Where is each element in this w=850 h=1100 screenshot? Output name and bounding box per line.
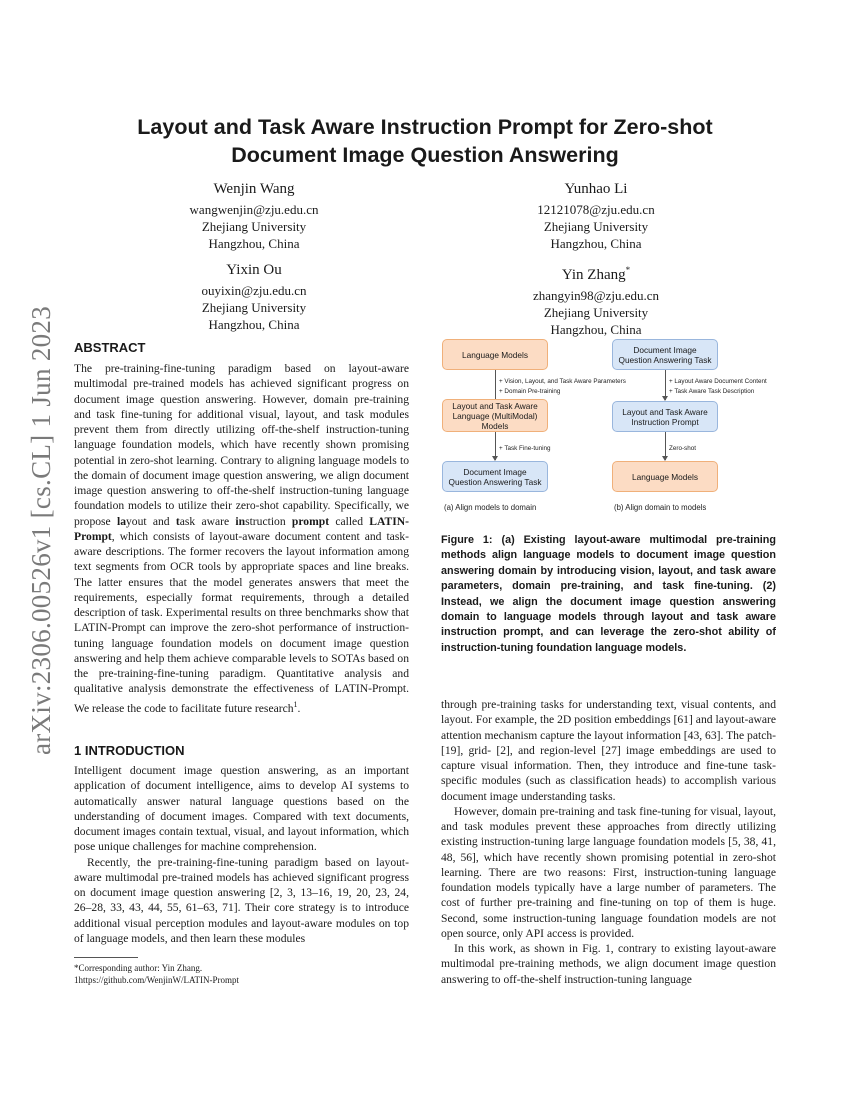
fig-a-language-models-box: Language Models	[442, 339, 548, 370]
fig-b-subcaption: (b) Align domain to models	[614, 503, 707, 512]
author-email: 12121078@zju.edu.cn	[537, 202, 655, 217]
author-block-2	[481, 180, 711, 252]
fig-a-label-2: + Task Fine-tuning	[499, 445, 551, 452]
abstract-segment: ask aware	[179, 514, 236, 528]
abstract-segment: , which consists of layout-aware document content and task-aware descriptions. The former recovers the layout information among text segments from OCR tools by appropriate spaces and line breaks. The latter ensures that the model generates answers that meet the requirements, especially format requirements, through a detailed description of task. Experimental results on three benchmarks show that LATIN-Prompt can improve the zero-shot performance of instruction-tuning language foundation models on document image question answering and help them achieve comparable levels to SOTAs based on the pre-training-fine-tuning paradigm. Quantitative analysis and qualitative analysis demonstrate the effectiveness of LATIN-Prompt. We release the code to facilitate future research	[74, 529, 409, 715]
author-name: Yunhao Li	[564, 181, 628, 197]
abstract-segment: struction	[245, 514, 292, 528]
footnote-corresponding: *Corresponding author: Yin Zhang.	[74, 963, 203, 973]
fig-a-label-1a: + Vision, Layout, and Task Aware Parameters	[499, 378, 626, 385]
footnote-code-link[interactable]: 1https://github.com/WenjinW/LATIN-Prompt	[74, 975, 240, 985]
abstract-bold: la	[116, 514, 126, 528]
intro-paragraph-1: Intelligent document image question answering, as an important application of document intelligence, aims to develop AI systems to automatically answer natural language questions based on the understanding of document images. Compared with text documents, document images contain textual, visual, and layout information, which pose unique challenges for machine comprehension.	[74, 764, 409, 854]
arxiv-sidebar	[22, 300, 62, 760]
intro-paragraph-3: through pre-training tasks for understanding text, visual contents, and layout. For example, the 2D position embeddings [61] and layout-aware attention mechanism capture the layout information [43, 63]. The patch- [19], grid- [2], and region-level [27] image embeddings are used to capture visual information. Then, they introduce and fine-tune task-specific modules (such as classification heads) to accomplish various document image understanding tasks.	[441, 698, 776, 803]
intro-paragraph-5: In this work, as shown in Fig. 1, contrary to existing layout-aware multimodal pre-training methods, we align document image question answering to off-the-shelf instruction-tuning language	[441, 942, 776, 986]
footnote-rule	[74, 957, 138, 958]
author-affiliation: Zhejiang University	[201, 300, 307, 315]
footnote-ref[interactable]: 1	[293, 699, 298, 709]
author-name: Yin Zhang	[561, 267, 626, 283]
paper-title	[60, 113, 790, 169]
intro-paragraph-4: However, domain pre-training and task fine-tuning for visual, layout, and task modules prevent these approaches from directly utilizing existing instruction-tuning large language foundation models [5, 38, 41, 48, 56], which have recently shown promising potential in zero-shot learning. There are two reasons: First, instruction-tuning language foundation models typically have a large number of parameters. The cost of further pre-training and fine-tuning on top of them is huge. Second, some instruction-tuning language foundation models are not open source, only API access is provided.	[441, 804, 776, 940]
author-location: Hangzhou, China	[208, 317, 300, 332]
author-name-with-mark	[481, 261, 711, 285]
author-email: wangwenjin@zju.edu.cn	[189, 202, 319, 217]
intro-right-column	[441, 697, 776, 987]
author-location: Hangzhou, China	[550, 322, 642, 337]
author-name: Wenjin Wang	[213, 181, 295, 197]
introduction-heading: 1 INTRODUCTION	[74, 743, 185, 758]
abstract-segment: yout and	[126, 514, 176, 528]
fig-a-docvqa-task-box: Document Image Question Answering Task	[442, 461, 548, 492]
figure-caption: Figure 1: (a) Existing layout-aware multimodal pre-training methods align language models to document image question answering domain by introducing vision, layout, and task aware parameters, domain pre-training, and task fine-tuning. (2) Instead, we align the document image question answering domain to language models through layout and task aware instruction prompt, and can leverage the zero-shot ability of instruction-tuning foundation language models.	[441, 534, 776, 654]
abstract-heading: ABSTRACT	[74, 340, 146, 355]
fig-b-docvqa-task-box: Document Image Question Answering Task	[612, 339, 718, 370]
abstract-bold: prompt	[291, 514, 330, 528]
author-affiliation: Zhejiang University	[543, 305, 649, 320]
fig-b-label-1b: + Task Aware Task Description	[669, 388, 755, 395]
author-block-1	[139, 180, 369, 252]
abstract-bold: in	[235, 514, 246, 528]
fig-a-layout-task-aware-models-box: Layout and Task Aware Language (MultiModal) Models	[442, 399, 548, 432]
abstract-text	[74, 361, 409, 716]
fig-a-label-1b: + Domain Pre-training	[499, 388, 561, 395]
fig-a-subcaption: (a) Align models to domain	[444, 503, 537, 512]
author-location: Hangzhou, China	[208, 236, 300, 251]
fig-b-instruction-prompt-box: Layout and Task Aware Instruction Prompt	[612, 401, 718, 432]
author-email: ouyixin@zju.edu.cn	[201, 283, 307, 298]
arxiv-id: arXiv:2306.00526v1 [cs.CL] 1 Jun 2023	[26, 305, 57, 755]
author-block-3	[139, 261, 369, 333]
author-email: zhangyin98@zju.edu.cn	[532, 288, 660, 303]
intro-paragraph-2: Recently, the pre-training-fine-tuning paradigm based on layout-aware multimodal pre-trained models has achieved significant progress on document image question answering [2, 3, 13–16, 19, 20, 23, 24, 26–28, 33, 43, 44, 55, 61–63, 71]. Their core strategy is to introduce additional visual perception modules and layout-aware modules on top of language models, and then learn these modules	[74, 855, 409, 945]
author-affiliation: Zhejiang University	[201, 219, 307, 234]
abstract-segment: The pre-training-fine-tuning paradigm based on layout-aware multimodal pre-trained models has achieved significant progress on document image question answering. However, domain pre-training and task fine-tuning for additional visual, layout, and task modules prevent them from directly utilizing off-the-shelf instruction-tuning language foundation models, which have recently shown promising potential in zero-shot learning. Contrary to aligning language models to the domain of document image question answering, we align document image question answering to off-the-shelf instruction-tuning language foundation models to utilize their zero-shot capability. Specifically, we propose	[74, 362, 409, 528]
fig-b-language-models-box: Language Models	[612, 461, 718, 492]
fig-b-label-2: Zero-shot	[669, 445, 696, 452]
abstract-bold: LATIN-Prompt	[74, 514, 409, 543]
figure-1	[440, 335, 780, 520]
abstract-segment: .	[297, 701, 301, 715]
footnotes	[74, 962, 409, 986]
title-line-2: Document Image Question Answering	[231, 143, 619, 167]
author-name: Yixin Ou	[226, 262, 282, 278]
author-block-4	[481, 261, 711, 338]
author-affiliation: Zhejiang University	[543, 219, 649, 234]
author-location: Hangzhou, China	[550, 236, 642, 251]
corresponding-mark: *	[625, 265, 631, 275]
abstract-segment: called	[329, 514, 370, 528]
intro-left-column	[74, 763, 409, 946]
fig-b-label-1a: + Layout Aware Document Content	[669, 378, 767, 385]
title-line-1: Layout and Task Aware Instruction Prompt for Zero-shot	[137, 115, 713, 139]
abstract-bold: t	[175, 514, 180, 528]
